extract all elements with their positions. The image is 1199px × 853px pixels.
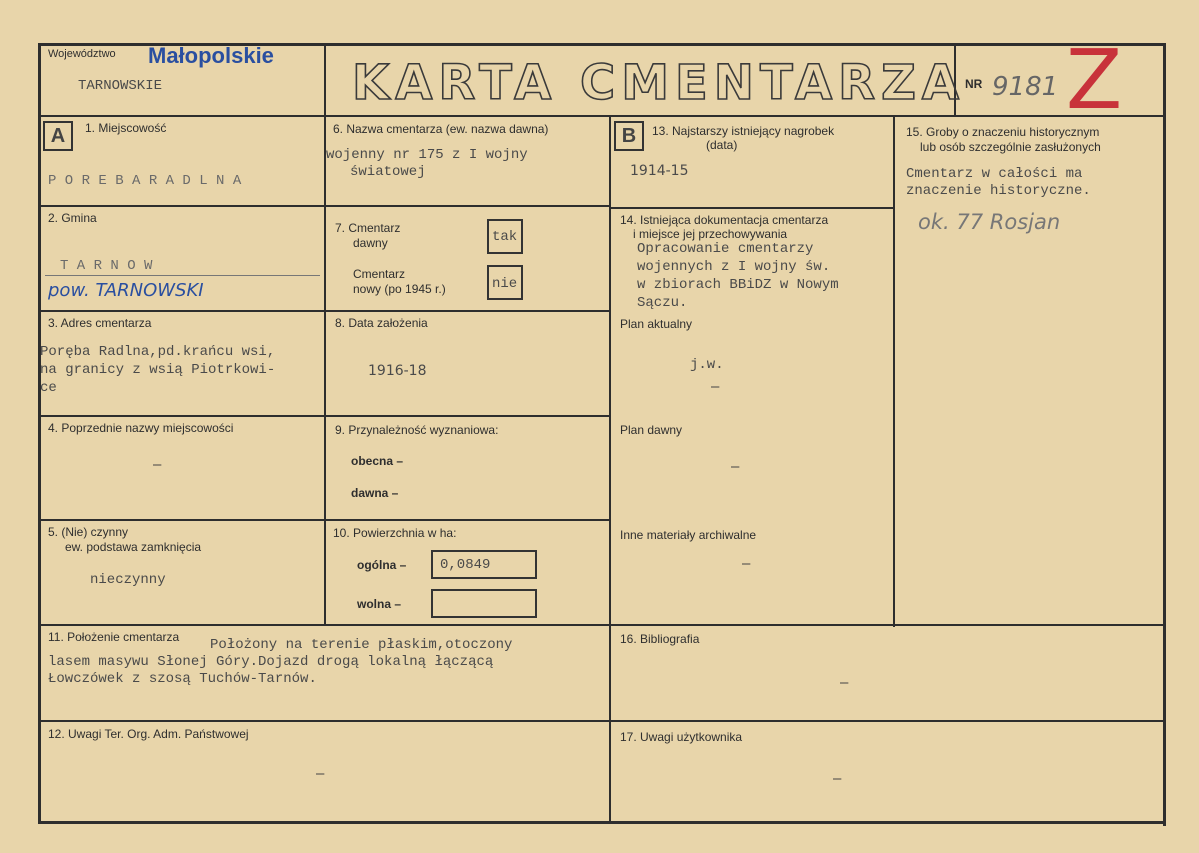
f10-total-value: 0,0849 — [440, 557, 491, 573]
f15-label-2: lub osób szczególnie zasłużonych — [920, 140, 1101, 154]
f6-label: 6. Nazwa cmentarza (ew. nazwa dawna) — [333, 122, 549, 136]
row-divider-6 — [38, 720, 1166, 722]
stamp-z: Z — [1066, 33, 1123, 128]
section-a-marker: A — [43, 121, 73, 151]
row-divider-3 — [38, 415, 610, 417]
f4-value: – — [153, 456, 162, 473]
f8-label: 8. Data założenia — [335, 316, 428, 330]
f7-label-old-1: 7. Cmentarz — [335, 221, 401, 235]
f13-label-1: 13. Najstarszy istniejący nagrobek — [652, 124, 835, 138]
f17-label: 17. Uwagi użytkownika — [620, 730, 743, 744]
f1-label: 1. Miejscowość — [85, 121, 167, 135]
f13-label-2: (data) — [706, 138, 738, 152]
row-divider-1 — [38, 205, 610, 207]
f3-label: 3. Adres cmentarza — [48, 316, 152, 330]
f6-line-1: wojenny nr 175 z I wojny — [326, 147, 528, 163]
f15-label-1: 15. Groby o znaczeniu historycznym — [906, 125, 1100, 139]
f9-label: 9. Przynależność wyznaniowa: — [335, 423, 499, 437]
f14-label-2: i miejsce jej przechowywania — [633, 227, 788, 241]
f3-line-3: ce — [40, 380, 57, 396]
f5-value: nieczynny — [90, 572, 166, 588]
f3-line-1: Poręba Radlna,pd.krańcu wsi, — [40, 344, 276, 360]
f16-value: – — [840, 674, 849, 691]
f1-value: P O R E B A R A D L N A — [48, 173, 242, 189]
f15-line-2: znaczenie historyczne. — [906, 183, 1091, 199]
f5-label-2: ew. podstawa zamknięcia — [65, 540, 202, 554]
f10-total-label: ogólna – — [357, 558, 407, 572]
col1-divider — [324, 43, 326, 625]
voivodeship-old-value: TARNOWSKIE — [78, 78, 163, 94]
other-materials-value: – — [742, 555, 751, 572]
f11-label: 11. Położenie cmentarza — [48, 630, 180, 644]
f5-label-1: 5. (Nie) czynny — [48, 525, 129, 539]
frame-right — [1163, 43, 1166, 826]
plan-current-value: j.w. — [690, 357, 724, 373]
frame-bottom — [38, 821, 1166, 824]
plan-current-label: Plan aktualny — [620, 317, 693, 331]
f13-value: 1914-15 — [630, 163, 689, 179]
plan-old-value: – — [731, 458, 740, 475]
plan-current-dash: – — [711, 378, 720, 395]
f8-value: 1916-18 — [368, 363, 427, 379]
f17-value: – — [833, 770, 842, 787]
other-materials-label: Inne materiały archiwalne — [620, 528, 757, 542]
section-b-marker: B — [614, 121, 644, 151]
f11-line-3: Łowczówek z szosą Tuchów-Tarnów. — [48, 671, 317, 687]
nr-label: NR — [965, 77, 983, 91]
f7-label-new-1: Cmentarz — [353, 267, 406, 281]
f12-label: 12. Uwagi Ter. Org. Adm. Państwowej — [48, 727, 249, 741]
f6-line-2: światowej — [350, 164, 426, 180]
f11-line-1: Położony na terenie płaskim,otoczony — [210, 637, 513, 653]
f14-label-1: 14. Istniejąca dokumentacja cmentarza — [620, 213, 829, 227]
f12-value: – — [316, 765, 325, 782]
row-divider-2 — [38, 310, 610, 312]
f2-value: T A R N O W — [60, 258, 153, 274]
f7-old-value: tak — [492, 229, 518, 245]
f11-line-2: lasem masywu Słonej Góry.Dojazd drogą lokalną łączącą — [48, 654, 494, 670]
f2-label: 2. Gmina — [48, 211, 97, 225]
f3-line-2: na granicy z wsią Piotrkowi- — [40, 362, 276, 378]
row-divider-4 — [38, 519, 610, 521]
plan-old-label: Plan dawny — [620, 423, 683, 437]
voivodeship-value: Małopolskie — [148, 43, 274, 68]
f14-line-2: wojennych z I wojny św. — [637, 259, 831, 275]
f14-line-1: Opracowanie cmentarzy — [637, 241, 814, 257]
f15-handwritten: ok. 77 Rosjan — [918, 210, 1061, 234]
f2-handwritten: pow. TARNOWSKI — [48, 280, 204, 301]
f9-past: dawna – — [351, 486, 399, 500]
col2-divider — [609, 115, 611, 821]
voivodeship-label: Województwo — [48, 48, 116, 60]
header-divider — [38, 115, 1166, 117]
f9-current: obecna – — [351, 454, 404, 468]
f16-label: 16. Bibliografia — [620, 632, 700, 646]
col3-row-divider — [609, 207, 895, 209]
row-divider-5 — [38, 624, 1166, 626]
frame-left — [38, 43, 41, 823]
nr-value: 9181 — [992, 72, 1059, 102]
f7-label-new-2: nowy (po 1945 r.) — [353, 282, 446, 296]
f10-free-box — [431, 589, 537, 618]
f7-new-value: nie — [492, 276, 518, 292]
f7-label-old-2: dawny — [353, 236, 388, 250]
f15-line-1: Cmentarz w całości ma — [906, 166, 1083, 182]
f14-line-3: w zbiorach BBiDZ w Nowym — [637, 277, 839, 293]
f2-underline — [45, 275, 320, 276]
col3-divider — [893, 115, 895, 627]
card-title: KARTA CMENTARZA — [352, 55, 966, 111]
f10-free-label: wolna – — [357, 597, 402, 611]
f14-line-4: Sączu. — [637, 295, 688, 311]
f4-label: 4. Poprzednie nazwy miejscowości — [48, 421, 234, 435]
f10-label: 10. Powierzchnia w ha: — [333, 526, 457, 540]
